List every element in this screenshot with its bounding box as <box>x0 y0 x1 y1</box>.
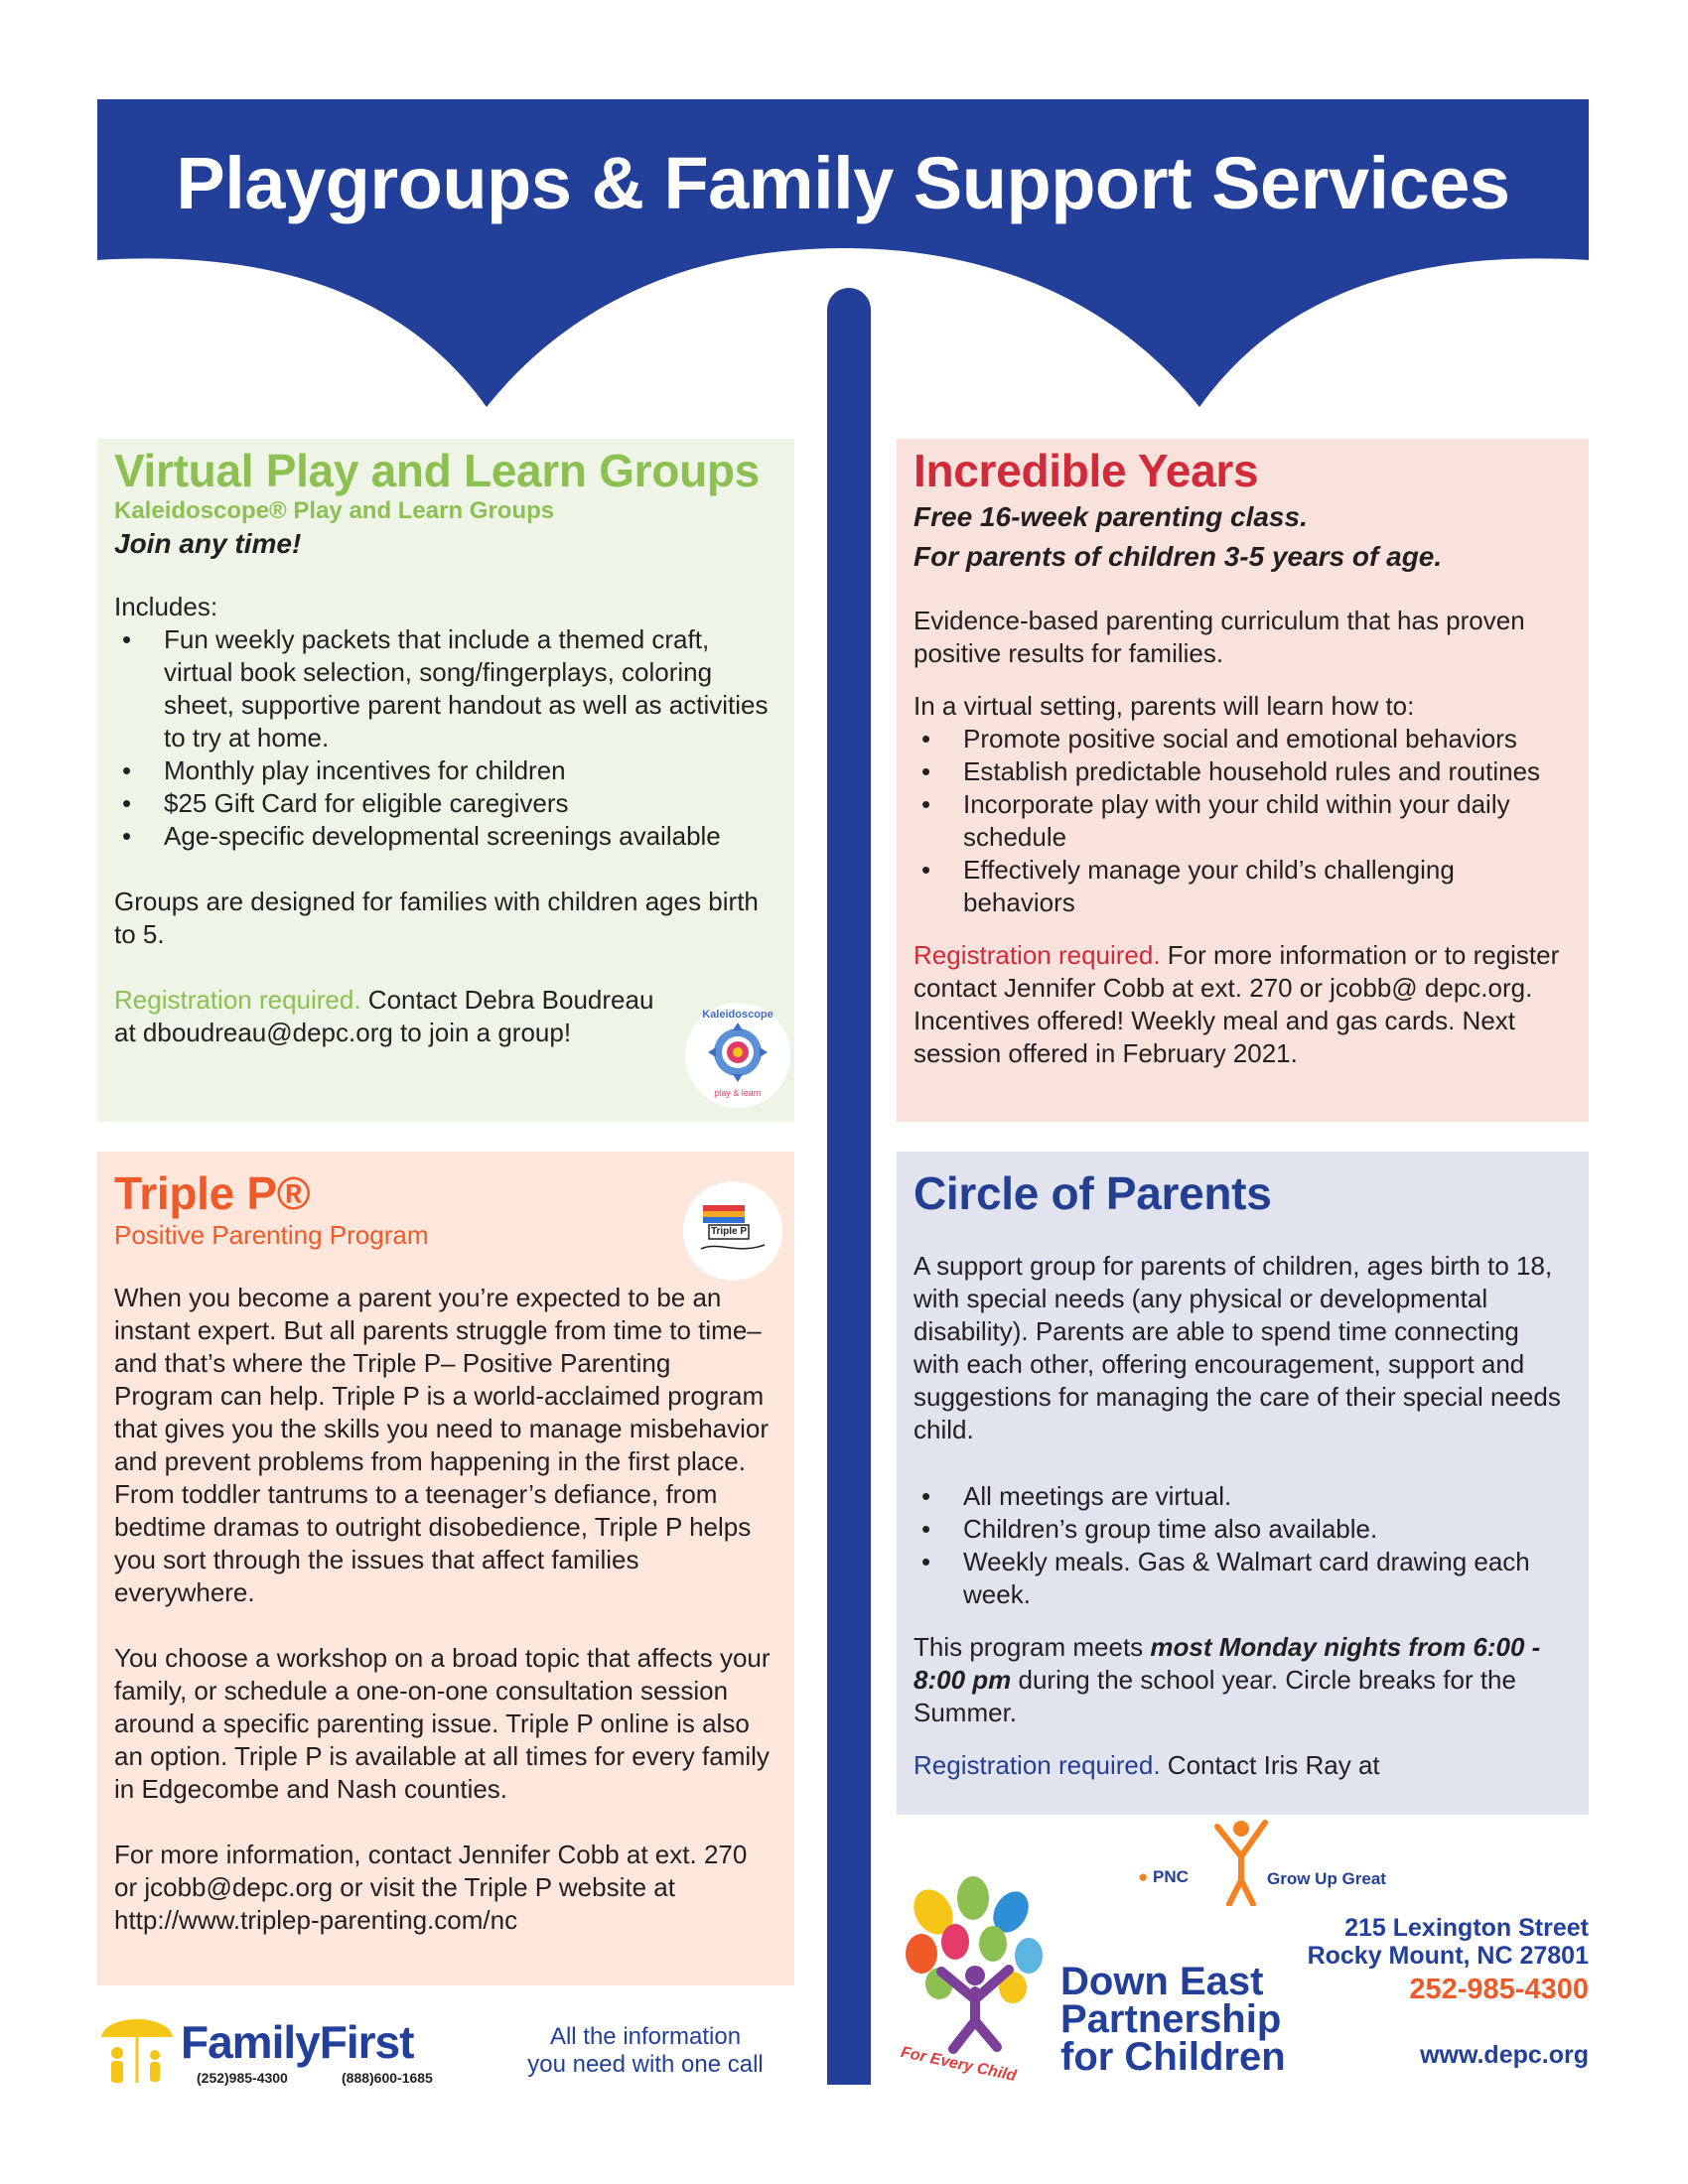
depc-website[interactable]: www.depc.org <box>1420 2041 1589 2069</box>
family-first-logo <box>97 2003 475 2093</box>
virtual-play-list <box>114 623 774 853</box>
triple-p-title: Triple P® <box>114 1167 311 1219</box>
list-item: • Age-specific developmental screenings available <box>114 820 774 853</box>
depc-phone: 252-985-4300 <box>1409 1974 1589 2005</box>
pnc-text: PNC <box>1153 1867 1189 1886</box>
circle-of-parents-intro: A support group for parents of children, ages birth to 18, with special needs (any physical or developmental disability). Parents are able to spend time connecting with each other, offering encouragement, support and suggestions for managing the care of their special needs child. <box>914 1250 1561 1444</box>
address-line-2: Rocky Mount, NC 27801 <box>1307 1942 1589 1970</box>
virtual-play-registration <box>114 984 774 1049</box>
registration-label: Registration required. <box>914 1749 1161 1780</box>
kaleidoscope-logo-subtext: play & learn <box>714 1088 762 1098</box>
list-item: • $25 Gift Card for eligible caregivers <box>114 787 774 820</box>
list-item: • Weekly meals. Gas & Walmart card drawing each week. <box>914 1546 1569 1611</box>
incredible-years-subtitle-1: Free 16-week parenting class. <box>914 500 1308 532</box>
incredible-years-subtitle-2: For parents of children 3-5 years of age. <box>914 540 1443 572</box>
list-item: • Promote positive social and emotional behaviors <box>914 723 1569 755</box>
family-first-name: FamilyFirst <box>181 2016 414 2068</box>
list-item: • Incorporate play with your child within your daily schedule <box>914 788 1569 854</box>
circle-of-parents-title: Circle of Parents <box>914 1167 1272 1219</box>
virtual-play-title: Virtual Play and Learn Groups <box>114 445 760 496</box>
schedule-post: during the school year. Circle breaks for the Summer. <box>914 1664 1516 1727</box>
virtual-play-panel <box>97 439 794 1122</box>
family-first-phone-2: (888)600-1685 <box>342 2070 433 2086</box>
kaleidoscope-logo <box>685 1003 790 1108</box>
triple-p-logo <box>683 1181 782 1281</box>
depc-name-line-3: for Children <box>1060 2035 1286 2079</box>
circle-of-parents-registration <box>914 1749 1569 1782</box>
triple-p-panel <box>97 1152 794 1985</box>
triple-p-subtitle: Positive Parenting Program <box>114 1219 429 1250</box>
incredible-years-lead: In a virtual setting, parents will learn how to: <box>914 690 1415 721</box>
triple-p-paragraph-2: You choose a workshop on a broad topic that affects your family, or schedule a one-on-one consultation session around a specific parenting issue. Triple P online is also an option. Triple P is available at all times for every family in Edgecombe and Nash counties. <box>114 1642 771 1804</box>
page-title: Playgroups & Family Support Services <box>176 142 1510 224</box>
schedule-times: most Monday nights from 6:00 - 8:00 pm <box>914 1631 1541 1695</box>
schedule-pre: This program meets <box>914 1631 1151 1662</box>
depc-name-line-1: Down East <box>1060 1960 1264 2003</box>
center-divider <box>827 288 871 2085</box>
incredible-years-intro: Evidence-based parenting curriculum that has proven positive results for families. <box>914 605 1525 668</box>
family-umbrella-icon <box>97 2003 177 2089</box>
list-item: • Monthly play incentives for children <box>114 754 774 787</box>
incredible-years-title: Incredible Years <box>914 445 1259 496</box>
family-first-tagline-2: you need with one call <box>527 2051 764 2078</box>
triple-p-paragraph-3: For more information, contact Jennifer Cobb at ext. 270 or jcobb@depc.org or visit the Triple P website at http://www.triplep-parenting.com/nc <box>114 1839 748 1935</box>
list-item: • Establish predictable household rules and routines <box>914 755 1569 788</box>
incredible-years-registration <box>914 939 1569 1070</box>
registration-text: Contact Debra Boudreau at dboudreau@depc.org to join a group! <box>114 984 654 1047</box>
virtual-play-note: Groups are designed for families with children ages birth to 5. <box>114 886 759 949</box>
tree-logo-icon <box>894 1872 1062 2071</box>
incredible-years-list <box>914 723 1569 919</box>
pnc-circle-icon: ● <box>1138 1867 1153 1886</box>
family-first-phone-1: (252)985-4300 <box>197 2070 288 2086</box>
for-every-child-text: For Every Child <box>899 2043 1018 2086</box>
incredible-years-panel <box>897 439 1589 1122</box>
depc-name-line-2: Partnership <box>1060 1997 1282 2041</box>
list-item: • Effectively manage your child’s challenging behaviors <box>914 854 1569 919</box>
virtual-play-subtitle: Kaleidoscope® Play and Learn Groups <box>114 496 555 524</box>
circle-of-parents-panel <box>897 1152 1589 1815</box>
circle-of-parents-schedule <box>914 1631 1569 1729</box>
triple-p-logo-text: Triple P <box>710 1226 748 1237</box>
grow-up-great-text: Grow Up Great <box>1267 1869 1386 1888</box>
includes-label: Includes: <box>114 591 218 621</box>
list-item: • Children’s group time also available. <box>914 1513 1569 1546</box>
registration-text: Contact Iris Ray at <box>1160 1749 1380 1780</box>
triple-p-paragraph-1: When you become a parent you’re expected to be an instant expert. But all parents struggle from time to time– and that’s where the Triple P– Positive Parenting Program can help. Triple P is a world-acclaimed program that gives you the skills you need to manage misbehavior and prevent problems from happening in the first place. From toddler tantrums to a teenager’s defiance, from bedtime dramas to outright disobedience, Triple P helps you sort through the issues that affect families everywhere. <box>114 1282 770 1607</box>
list-item: • Fun weekly packets that include a themed craft, virtual book selection, song/fingerplays, coloring sheet, supportive parent handout as well as activities to try at home. <box>114 623 774 754</box>
list-item: • All meetings are virtual. <box>914 1480 1569 1513</box>
virtual-play-tagline: Join any time! <box>114 527 302 559</box>
registration-label: Registration required. <box>914 939 1161 970</box>
address-line-1: 215 Lexington Street <box>1344 1914 1589 1942</box>
registration-label: Registration required. <box>114 984 361 1015</box>
kaleidoscope-logo-text: Kaleidoscope <box>702 1009 774 1021</box>
registration-text: For more information or to register contact Jennifer Cobb at ext. 270 or jcobb@ depc.org. Incentives offered! Weekly meal and gas cards. Next session offered in February 2021. <box>914 939 1560 1068</box>
circle-of-parents-list <box>914 1480 1569 1611</box>
family-first-tagline-1: All the information <box>549 2023 742 2050</box>
